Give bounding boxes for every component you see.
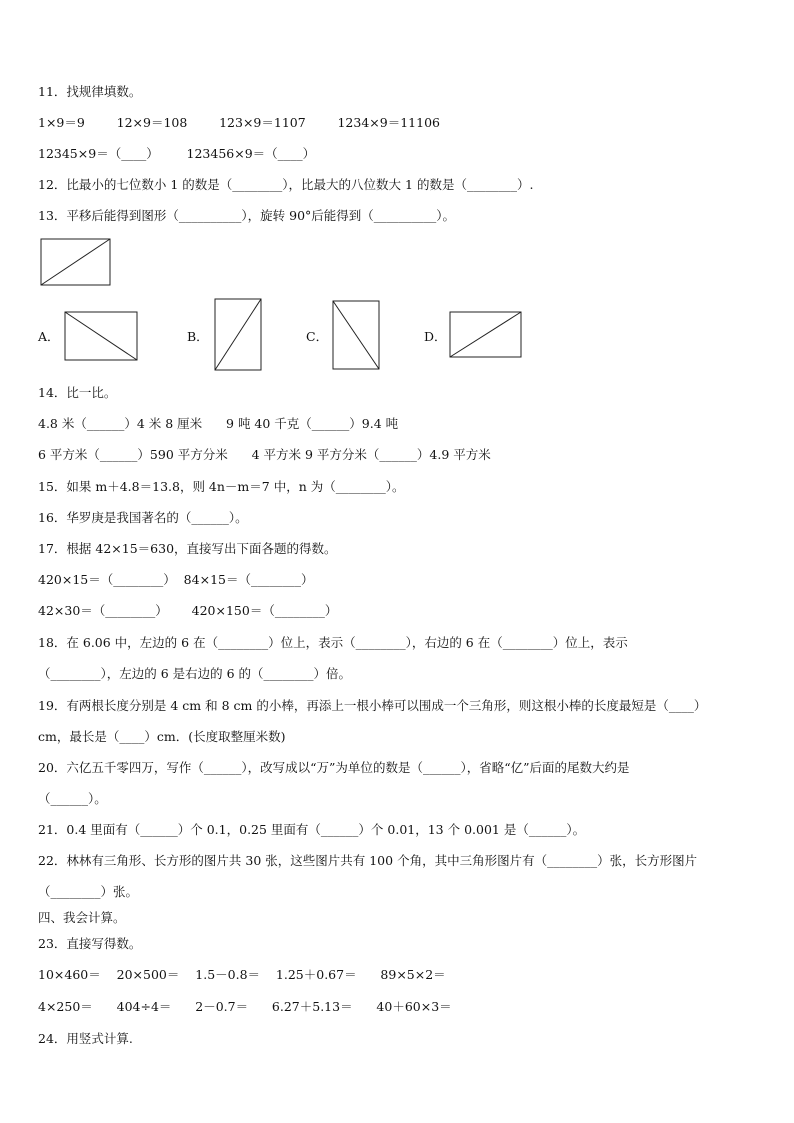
q13-option-b-label: B．: [187, 329, 209, 344]
q23-row2: 4×250＝ 404÷4＝ 2－0.7＝ 6.27＋5.13＝ 40＋60×3＝: [38, 999, 452, 1014]
q18-line1: 18．在 6.06 中，左边的 6 在（________）位上，表示（________），右边的 6 在（________）位上，表示: [38, 635, 628, 650]
q17-row2: 42×30＝（________） 420×150＝（________）: [38, 603, 338, 618]
q14-row2: 6 平方米（______）590 平方分米 4 平方米 9 平方分米（______）4.9 平方米: [38, 447, 491, 462]
section4-title: 四、我会计算。: [38, 910, 126, 925]
q22-line1: 22．林林有三角形、长方形的图片共 30 张，这些图片共有 100 个角，其中三角形图片有（________）张，长方形图片: [38, 853, 698, 868]
q19-line1: 19．有两根长度分别是 4 cm 和 8 cm 的小棒，再添上一根小棒可以围成一个三角形，则这根小棒的长度最短是（____）: [38, 698, 707, 713]
q14-title: 14．比一比。: [38, 385, 117, 400]
q13-text: 13．平移后能得到图形（__________），旋转 90°后能得到（__________）。: [38, 208, 456, 223]
q17-row1: 420×15＝（________） 84×15＝（________）: [38, 572, 314, 587]
q13-option-a-label: A．: [38, 329, 60, 344]
q13-option-c-label: C．: [306, 329, 329, 344]
q15-text: 15．如果 m＋4.8＝13.8，则 4n－m＝7 中，n 为（________）。: [38, 479, 405, 494]
q11-fill-row: 12345×9＝（____） 123456×9＝（____）: [38, 146, 316, 161]
q13-option-a-figure[interactable]: [64, 311, 139, 363]
q13-original-figure: [40, 238, 112, 288]
q23-row1: 10×460＝ 20×500＝ 1.5－0.8＝ 1.25＋0.67＝ 89×5×2＝: [38, 967, 446, 982]
q22-line2: （________）张。: [38, 884, 139, 899]
q19-line2: cm，最长是（____）cm．(长度取整厘米数): [38, 729, 286, 744]
q13-option-b-figure[interactable]: [214, 298, 264, 373]
q20-line1: 20．六亿五千零四万，写作（______），改写成以“万”为单位的数是（______），省略“亿”后面的尾数大约是: [38, 760, 630, 775]
q23-title: 23．直接写得数。: [38, 936, 142, 951]
q16-text: 16．华罗庚是我国著名的（______）。: [38, 510, 248, 525]
q12-text: 12．比最小的七位数小 1 的数是（________），比最大的八位数大 1 的数是（________）.: [38, 177, 534, 192]
q21-text: 21．0.4 里面有（______）个 0.1，0.25 里面有（______）个 0.01，13 个 0.001 是（______）。: [38, 822, 586, 837]
q11-title: 11．找规律填数。: [38, 84, 142, 99]
q13-option-d-label: D．: [424, 329, 447, 344]
q13-option-d-figure[interactable]: [449, 311, 523, 359]
q14-row1: 4.8 米（______）4 米 8 厘米 9 吨 40 千克（______）9.4 吨: [38, 416, 399, 431]
q18-line2: （________），左边的 6 是右边的 6 的（________）倍。: [38, 666, 352, 681]
q11-pattern-row: 1×9＝9 12×9＝108 123×9＝1107 1234×9＝11106: [38, 115, 440, 130]
q24-title: 24．用竖式计算.: [38, 1031, 133, 1046]
q20-line2: （______）。: [38, 791, 107, 806]
q13-option-c-figure[interactable]: [332, 300, 381, 372]
q17-title: 17．根据 42×15＝630，直接写出下面各题的得数。: [38, 541, 337, 556]
